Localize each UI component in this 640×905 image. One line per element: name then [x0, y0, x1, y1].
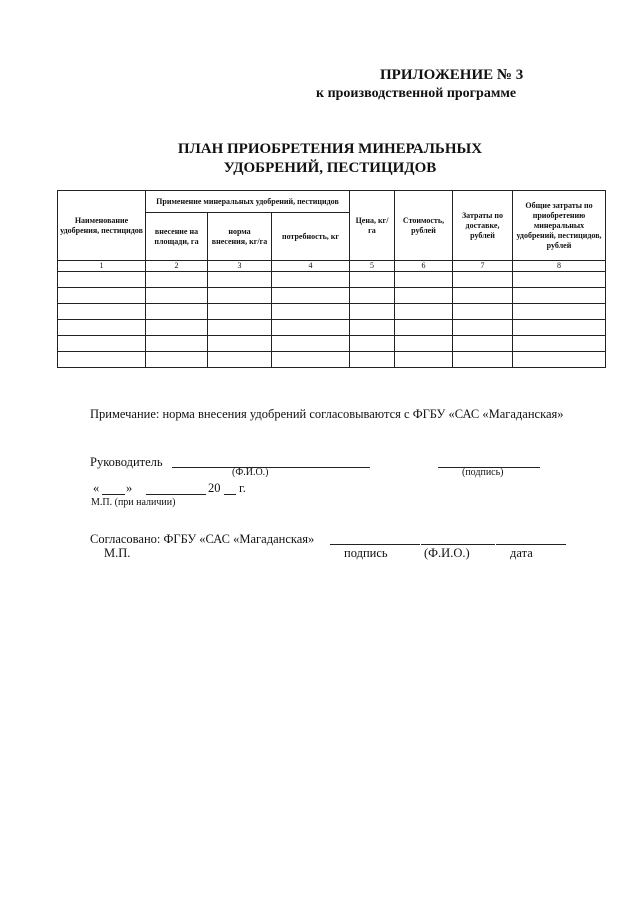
date-year-line[interactable]	[224, 494, 236, 495]
date-day-line[interactable]	[102, 494, 125, 495]
table-row	[58, 288, 606, 304]
column-number: 2	[146, 261, 208, 272]
table-cell[interactable]	[513, 320, 606, 336]
table-cell[interactable]	[146, 352, 208, 368]
table-cell[interactable]	[146, 272, 208, 288]
header-area: внесение на площади, га	[146, 213, 208, 261]
table-row	[58, 272, 606, 288]
table-cell[interactable]	[513, 352, 606, 368]
table-cell[interactable]	[272, 352, 350, 368]
agreement-stamp: М.П.	[104, 546, 131, 560]
table-cell[interactable]	[453, 288, 513, 304]
table-cell[interactable]	[350, 288, 395, 304]
table-row	[58, 304, 606, 320]
table-cell[interactable]	[208, 336, 272, 352]
column-number: 1	[58, 261, 146, 272]
table-cell[interactable]	[146, 320, 208, 336]
date-open-quote: «	[93, 481, 100, 495]
year-prefix: 20	[208, 481, 221, 495]
agreement-label: Согласовано: ФГБУ «САС «Магаданская»	[90, 532, 315, 546]
stamp-caption: М.П. (при наличии)	[91, 497, 176, 508]
table-cell[interactable]	[395, 352, 453, 368]
table-cell[interactable]	[395, 272, 453, 288]
table-cell[interactable]	[395, 304, 453, 320]
column-number: 3	[208, 261, 272, 272]
fertilizer-note: Примечание: норма внесения удобрений согласовываются с ФГБУ «САС «Магаданская»	[90, 407, 564, 421]
table-cell[interactable]	[272, 336, 350, 352]
column-number: 7	[453, 261, 513, 272]
table-row	[58, 352, 606, 368]
header-cost: Стоимость, рублей	[395, 191, 453, 261]
agreement-fio-line[interactable]	[421, 544, 495, 545]
table-cell[interactable]	[350, 320, 395, 336]
table-cell[interactable]	[272, 304, 350, 320]
table-cell[interactable]	[146, 336, 208, 352]
table-cell[interactable]	[453, 352, 513, 368]
table-cell[interactable]	[513, 288, 606, 304]
table-cell[interactable]	[513, 272, 606, 288]
table-cell[interactable]	[395, 336, 453, 352]
fio-caption: (Ф.И.О.)	[232, 467, 269, 478]
table-cell[interactable]	[453, 320, 513, 336]
table-cell[interactable]	[58, 272, 146, 288]
table-cell[interactable]	[350, 336, 395, 352]
agreement-sign-line[interactable]	[330, 544, 420, 545]
table-cell[interactable]	[58, 288, 146, 304]
column-number: 8	[513, 261, 606, 272]
table-cell[interactable]	[513, 336, 606, 352]
agreement-sign-caption: подпись	[344, 546, 388, 560]
purchase-plan-table	[57, 190, 606, 368]
sign-caption: (подпись)	[462, 467, 504, 478]
table-cell[interactable]	[146, 304, 208, 320]
document-title	[150, 140, 510, 178]
head-fio-line[interactable]	[172, 467, 370, 468]
table-cell[interactable]	[208, 304, 272, 320]
table-cell[interactable]	[58, 304, 146, 320]
table-cell[interactable]	[453, 336, 513, 352]
table-cell[interactable]	[208, 320, 272, 336]
table-cell[interactable]	[58, 336, 146, 352]
table-row	[58, 320, 606, 336]
table-cell[interactable]	[513, 304, 606, 320]
header-rate: норма внесения, кг/га	[208, 213, 272, 261]
header-total-cost: Общие затраты по приобретению минеральных удобрений, пестицидов, рублей	[513, 191, 606, 261]
table-cell[interactable]	[208, 272, 272, 288]
header-price: Цена, кг/га	[350, 191, 395, 261]
table-cell[interactable]	[272, 288, 350, 304]
table-cell[interactable]	[58, 320, 146, 336]
table-cell[interactable]	[453, 272, 513, 288]
table-row	[58, 336, 606, 352]
table-cell[interactable]	[395, 288, 453, 304]
table-cell[interactable]	[350, 272, 395, 288]
table-cell[interactable]	[208, 288, 272, 304]
year-suffix: г.	[239, 481, 246, 495]
table-cell[interactable]	[58, 352, 146, 368]
header-application-group: Применение минеральных удобрений, пестицидов	[146, 191, 350, 213]
agreement-date-caption: дата	[510, 546, 533, 560]
head-label: Руководитель	[90, 455, 163, 469]
appendix-subtitle: к производственной программе	[316, 86, 517, 101]
table-cell[interactable]	[272, 320, 350, 336]
title-line-2: УДОБРЕНИЙ, ПЕСТИЦИДОВ	[223, 160, 437, 176]
table-cell[interactable]	[350, 352, 395, 368]
appendix-number: ПРИЛОЖЕНИЕ № 3	[380, 67, 524, 83]
table-cell[interactable]	[453, 304, 513, 320]
agreement-fio-caption: (Ф.И.О.)	[424, 546, 470, 560]
column-number: 4	[272, 261, 350, 272]
header-fertilizer-name: Наименование удобрения, пестицидов	[58, 191, 146, 261]
header-need: потребность, кг	[272, 213, 350, 261]
table-cell[interactable]	[350, 304, 395, 320]
column-numbers-row	[58, 261, 606, 272]
table-cell[interactable]	[146, 288, 208, 304]
table-cell[interactable]	[272, 272, 350, 288]
date-close-quote: »	[126, 481, 133, 495]
column-number: 5	[350, 261, 395, 272]
agreement-date-line[interactable]	[496, 544, 566, 545]
table-cell[interactable]	[395, 320, 453, 336]
column-number: 6	[395, 261, 453, 272]
header-delivery-cost: Затраты по доставке, рублей	[453, 191, 513, 261]
title-line-1: ПЛАН ПРИОБРЕТЕНИЯ МИНЕРАЛЬНЫХ	[177, 141, 483, 157]
table-cell[interactable]	[208, 352, 272, 368]
date-month-line[interactable]	[146, 494, 206, 495]
